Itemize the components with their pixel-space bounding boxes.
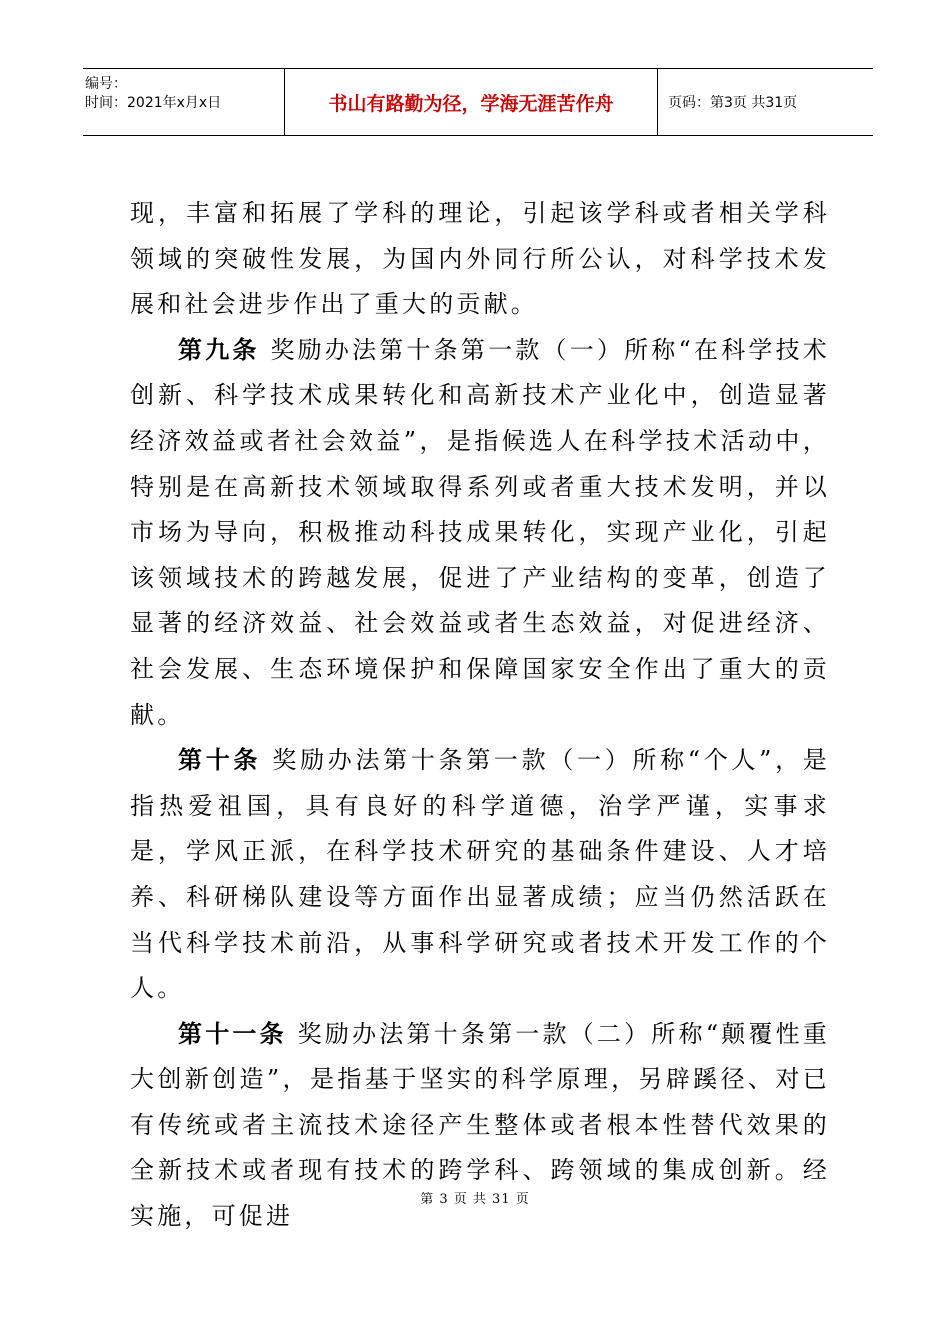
article-title: 第十一条 xyxy=(178,1019,287,1048)
header-motto: 书山有路勤为径，学海无涯苦作舟 xyxy=(285,69,658,135)
document-body xyxy=(130,191,830,1240)
header-meta xyxy=(83,69,285,135)
paragraph-text: 奖励办法第十条第一款（二）所称“颠覆性重大创新创造”，是指基于坚实的科学原理，另辟蹊径、对已有传统或者主流技术途径产生整体或者根本性替代效果的全新技术或者现有技术的跨学科、跨领域的集成创新。经实施，可促进 xyxy=(130,1019,830,1231)
paragraph-text: 奖励办法第十条第一款（一）所称“在科学技术创新、科学技术成果转化和高新技术产业化中，创造显著经济效益或者社会效益”，是指候选人在科学技术活动中，特别是在高新技术领域取得系列或者重大技术发明，并以市场为导向，积极推动科技成果转化，实现产业化，引起该领域技术的跨越发展，促进了产业结构的变革，创造了显著的经济效益、社会效益或者生态效益，对促进经济、社会发展、生态环境保护和保障国家安全作出了重大的贡献。 xyxy=(130,335,831,729)
page-footer: 第 3 页 共 31 页 xyxy=(420,1192,530,1207)
article-paragraph xyxy=(130,328,830,738)
paragraph xyxy=(130,191,830,328)
article-paragraph xyxy=(130,738,830,1012)
paragraph-text: 现，丰富和拓展了学科的理论，引起该学科或者相关学科领域的突破性发展，为国内外同行所公认，对科学技术发展和社会进步作出了重大的贡献。 xyxy=(130,199,830,319)
article-title: 第九条 xyxy=(178,335,260,364)
page-header xyxy=(83,68,873,136)
header-page-number: 页码：第3页 共31页 xyxy=(668,95,798,111)
article-title: 第十条 xyxy=(178,746,262,775)
paragraph-text: 奖励办法第十条第一款（一）所称“个人”，是指热爱祖国，具有良好的科学道德，治学严谨，实事求是，学风正派，在科学技术研究的基础条件建设、人才培养、科研梯队建设等方面作出显著成绩；应当仍然活跃在当代科学技术前沿，从事科学研究或者技术开发工作的个人。 xyxy=(130,746,830,1003)
document-time-label: 时间：2021年x月x日 xyxy=(85,95,222,111)
document-number-label: 编号： xyxy=(85,76,127,92)
